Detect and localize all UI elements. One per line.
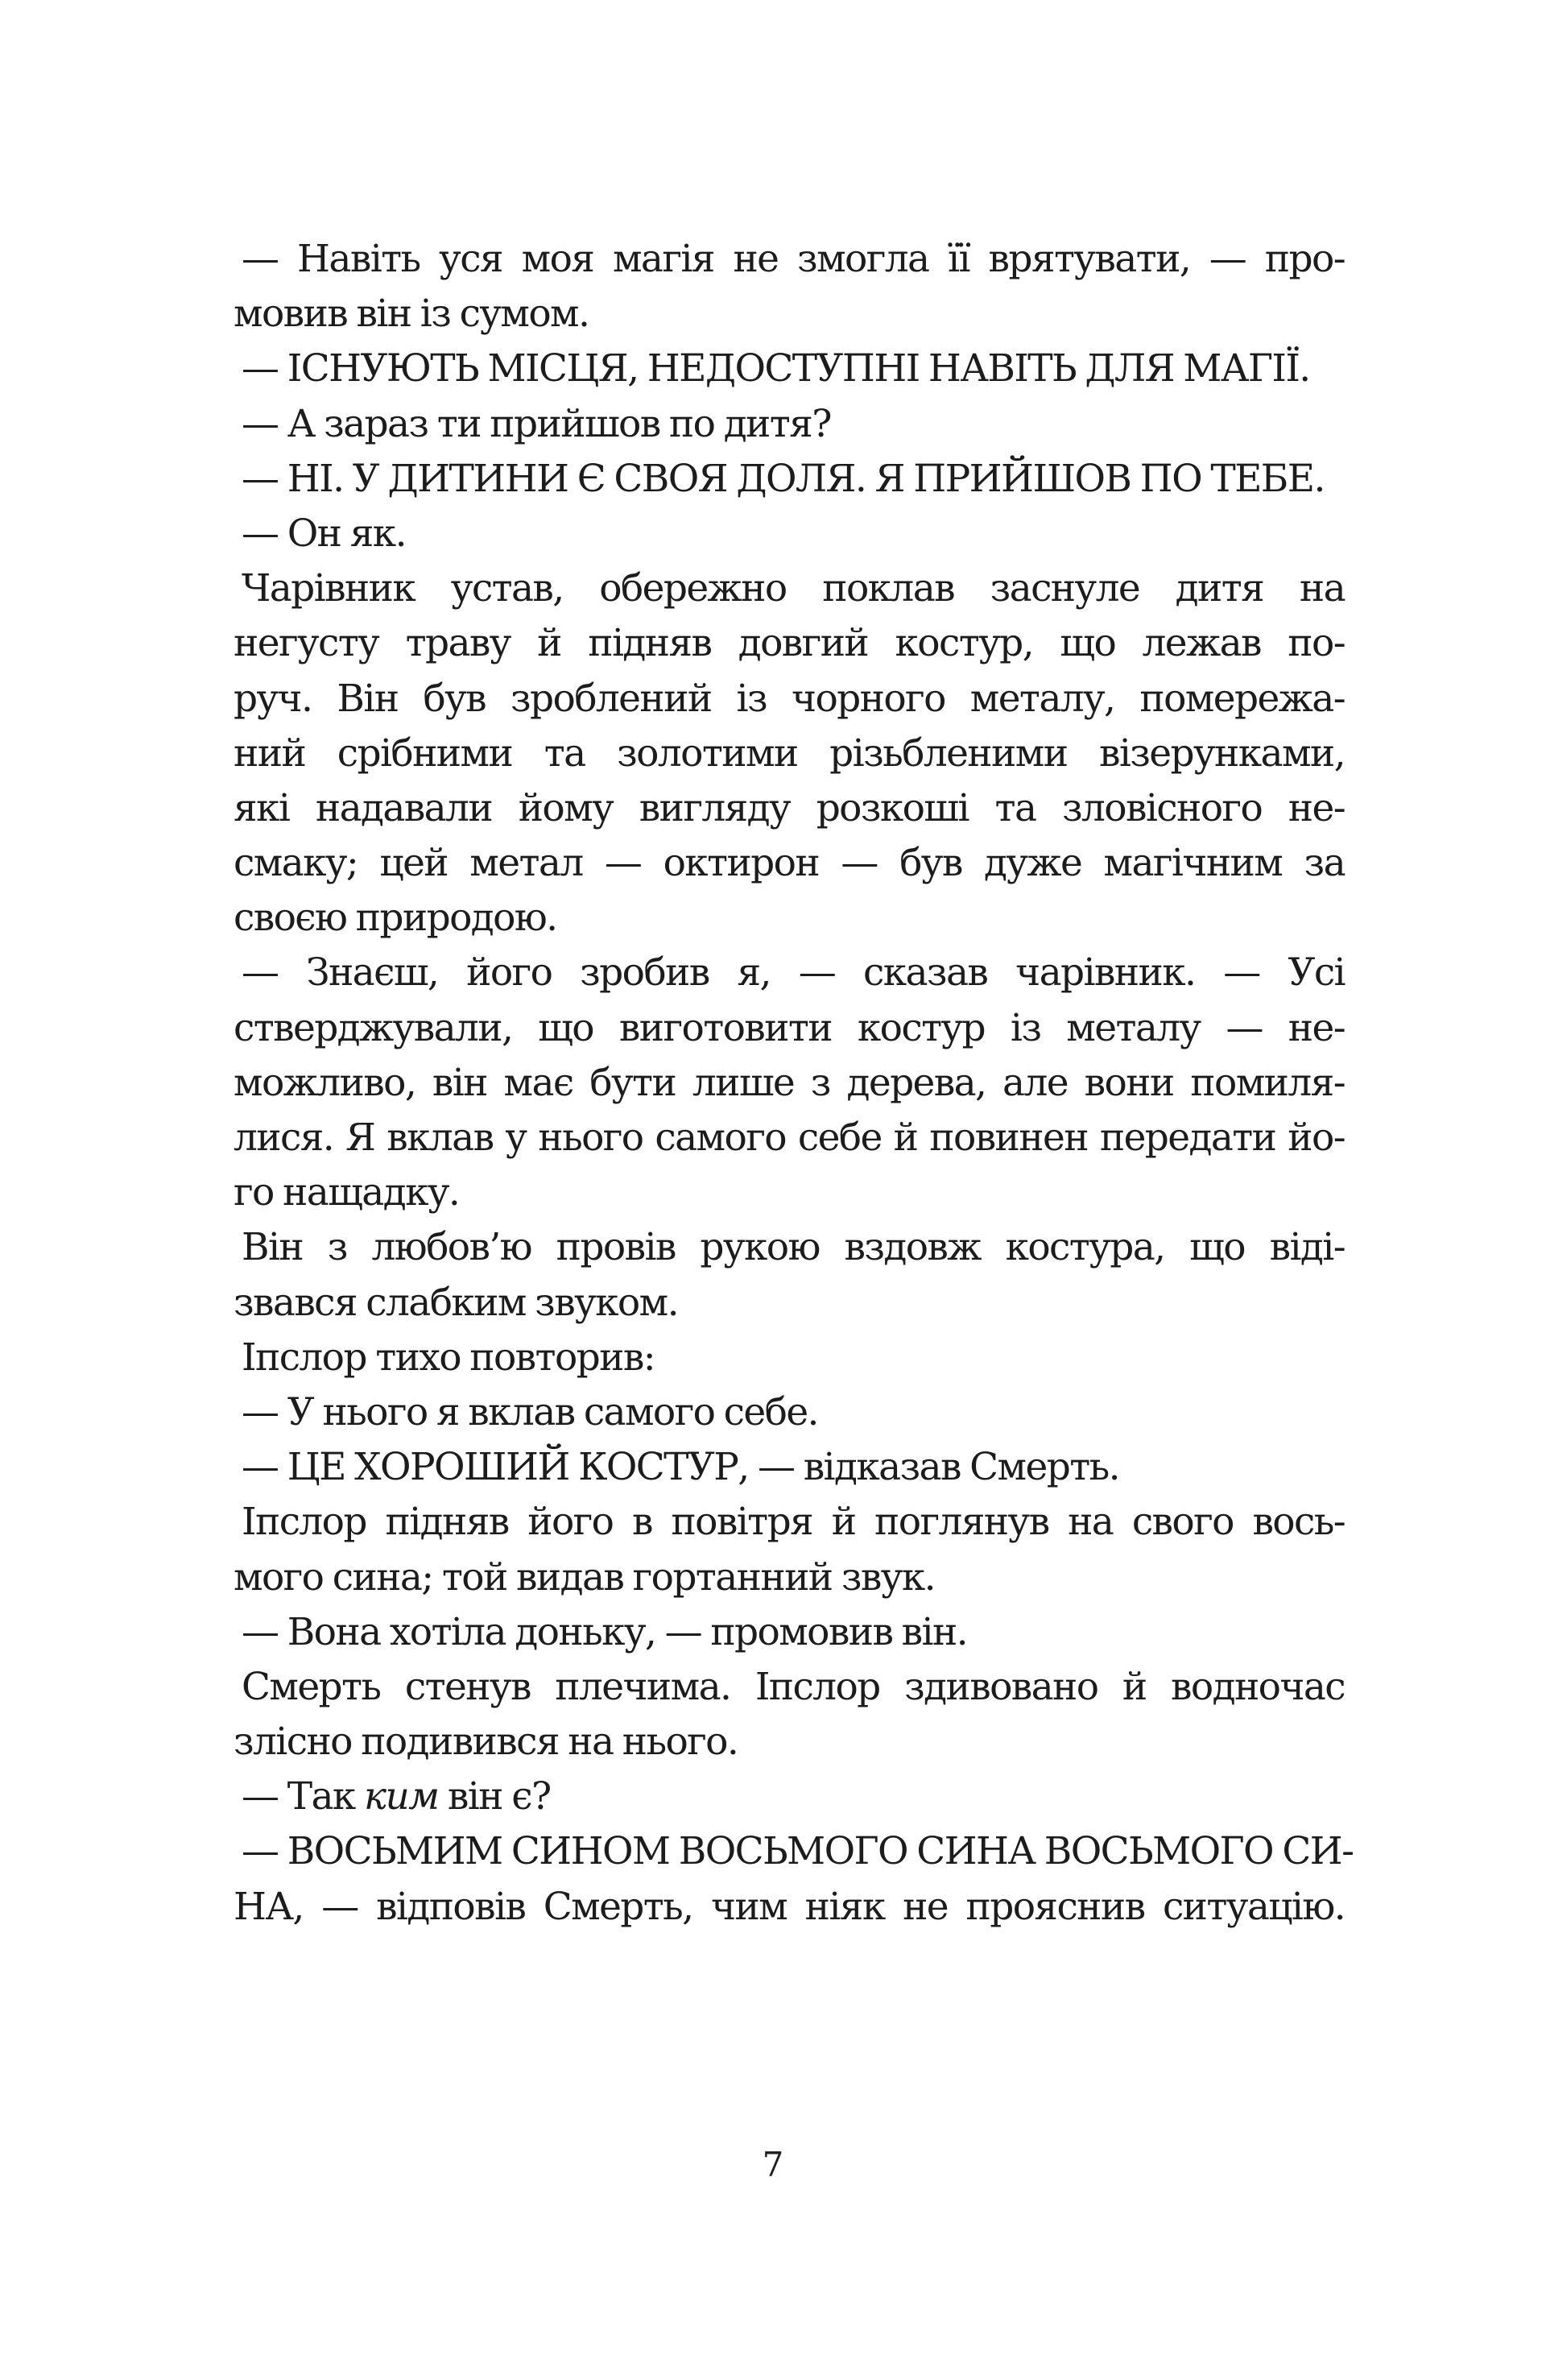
- text-line: Чарівник устав, обережно поклав заснуле дитя на: [242, 566, 1345, 611]
- text-line: — НІ. У ДИТИНИ Є СВОЯ ДОЛЯ. Я ПРИЙШОВ ПО ТЕБЕ.: [242, 456, 1325, 501]
- text-line: — Знаєш, його зробив я, — сказав чарівник. — Усі: [242, 950, 1345, 995]
- text-line: — Вона хотіла доньку, — промовив він.: [242, 1609, 968, 1654]
- text-line: Смерть стенув плечима. Іпслор здивовано й водночас: [242, 1664, 1345, 1709]
- text-line: своєю природою.: [234, 896, 557, 941]
- text-line: руч. Він був зроблений із чорного металу, помережа-: [234, 676, 1345, 721]
- text-line: — ІСНУЮТЬ МІСЦЯ, НЕДОСТУПНІ НАВІТЬ ДЛЯ МАГІЇ.: [242, 346, 1310, 391]
- text-line: — ВОСЬМИМ СИНОМ ВОСЬМОГО СИНА ВОСЬМОГО СИ-: [242, 1829, 1354, 1874]
- text-line: які надавали йому вигляду розкоші та зловісного не-: [234, 785, 1345, 830]
- text-line: — ЦЕ ХОРОШИЙ КОСТУР, — відказав Смерть.: [242, 1445, 1119, 1490]
- text-line: мого сина; той видав гортанний звук.: [234, 1554, 935, 1600]
- text-line: — У нього я вклав самого себе.: [242, 1389, 818, 1434]
- text-line: звався слабким звуком.: [234, 1280, 678, 1325]
- text-line: — Навіть уся моя магія не змогла її врятувати, — про-: [242, 237, 1345, 281]
- text-line: ний срібними та золотими різьбленими візерунками,: [234, 731, 1345, 776]
- text-line: го нащадку.: [234, 1170, 460, 1215]
- text-line: НА, — відповів Смерть, чим ніяк не прояснив ситуацію.: [234, 1884, 1345, 1929]
- text-line: Іпслор підняв його в повітря й поглянув на свого вось-: [242, 1500, 1345, 1545]
- text-line: — Он як.: [242, 511, 406, 556]
- text-line: лися. Я вклав у нього самого себе й повинен передати йо-: [234, 1115, 1345, 1160]
- text-segment: він є?: [438, 1774, 551, 1819]
- text-line: Іпслор тихо повторив:: [242, 1335, 655, 1380]
- text-line: негусту траву й підняв довгий костур, що лежав по-: [234, 621, 1345, 666]
- text-line: мовив він із сумом.: [234, 292, 589, 337]
- text-line: стверджували, що виготовити костур із металу — не-: [234, 1005, 1345, 1050]
- text-segment: — Так: [242, 1774, 365, 1819]
- page-number: 7: [762, 2145, 784, 2184]
- text-line: [234, 1769, 1345, 1824]
- text-line: злісно подивився на нього.: [234, 1720, 738, 1765]
- text-line: — А зараз ти прийшов по дитя?: [242, 401, 831, 446]
- text-line: можливо, він має бути лише з дерева, але вони помиля-: [234, 1060, 1345, 1105]
- emphasis-word: ким: [364, 1774, 439, 1819]
- page-body: [234, 232, 1354, 1935]
- text-line: Він з любов’ю провів рукою вздовж костура, що віді-: [242, 1225, 1345, 1270]
- text-line: смаку; цей метал — октирон — був дуже магічним за: [234, 841, 1345, 886]
